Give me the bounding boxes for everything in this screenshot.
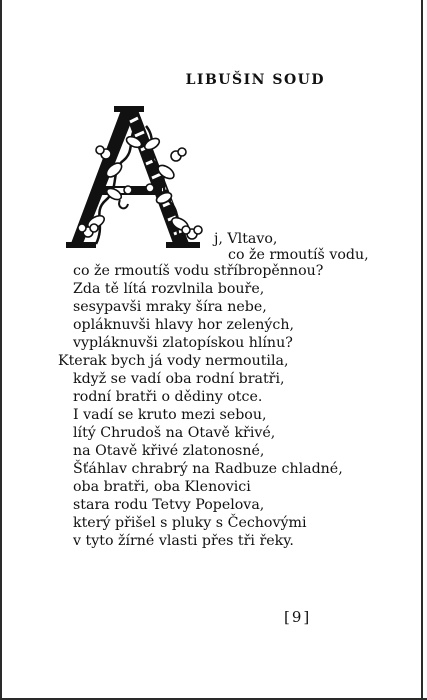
page-edge-left	[0, 0, 2, 700]
page-number: [9]	[284, 608, 312, 626]
poem-line: Zda tě lítá rozvlnila bouře,	[73, 281, 265, 297]
poem-line: oba bratři, oba Klenovici	[73, 479, 251, 495]
poem-line: rodní bratři o dědiny otce.	[73, 389, 263, 405]
poem-line: v tyto žírné vlasti přes tři řeky.	[73, 533, 294, 549]
poem-line: j, Vltavo,	[214, 231, 278, 247]
ornamental-initial-a-icon	[66, 104, 206, 254]
poem-line: Šťáhlav chrabrý na Radbuze chladné,	[73, 461, 343, 477]
page-edge-right	[421, 0, 423, 700]
poem-line: lítý Chrudoš na Otavě křivé,	[73, 425, 276, 441]
poem-line: opláknuvši hlavy hor zelených,	[73, 317, 295, 333]
poem-line: na Otavě křivé zlatonosné,	[73, 443, 265, 459]
poem-line: I vadí se kruto mezi sebou,	[73, 407, 267, 423]
poem-line: který přišel s pluky s Čechovými	[73, 515, 307, 531]
poem-line: Kterak bych já vody nermoutila,	[58, 353, 289, 369]
poem-line: když se vadí oba rodní bratři,	[73, 371, 285, 387]
poem-line: vypláknuvši zlatopískou hlínu?	[73, 335, 293, 351]
poem-line: stara rodu Tetvy Popelova,	[73, 497, 265, 513]
poem-line: co že rmoutíš vodu,	[228, 247, 369, 263]
decorated-initial	[66, 104, 206, 254]
running-head: LIBUŠIN SOUD	[185, 72, 325, 88]
poem-line: co že rmoutíš vodu stříbropěnnou?	[73, 263, 324, 279]
poem-line: sesypavši mraky šíra nebe,	[73, 299, 267, 315]
